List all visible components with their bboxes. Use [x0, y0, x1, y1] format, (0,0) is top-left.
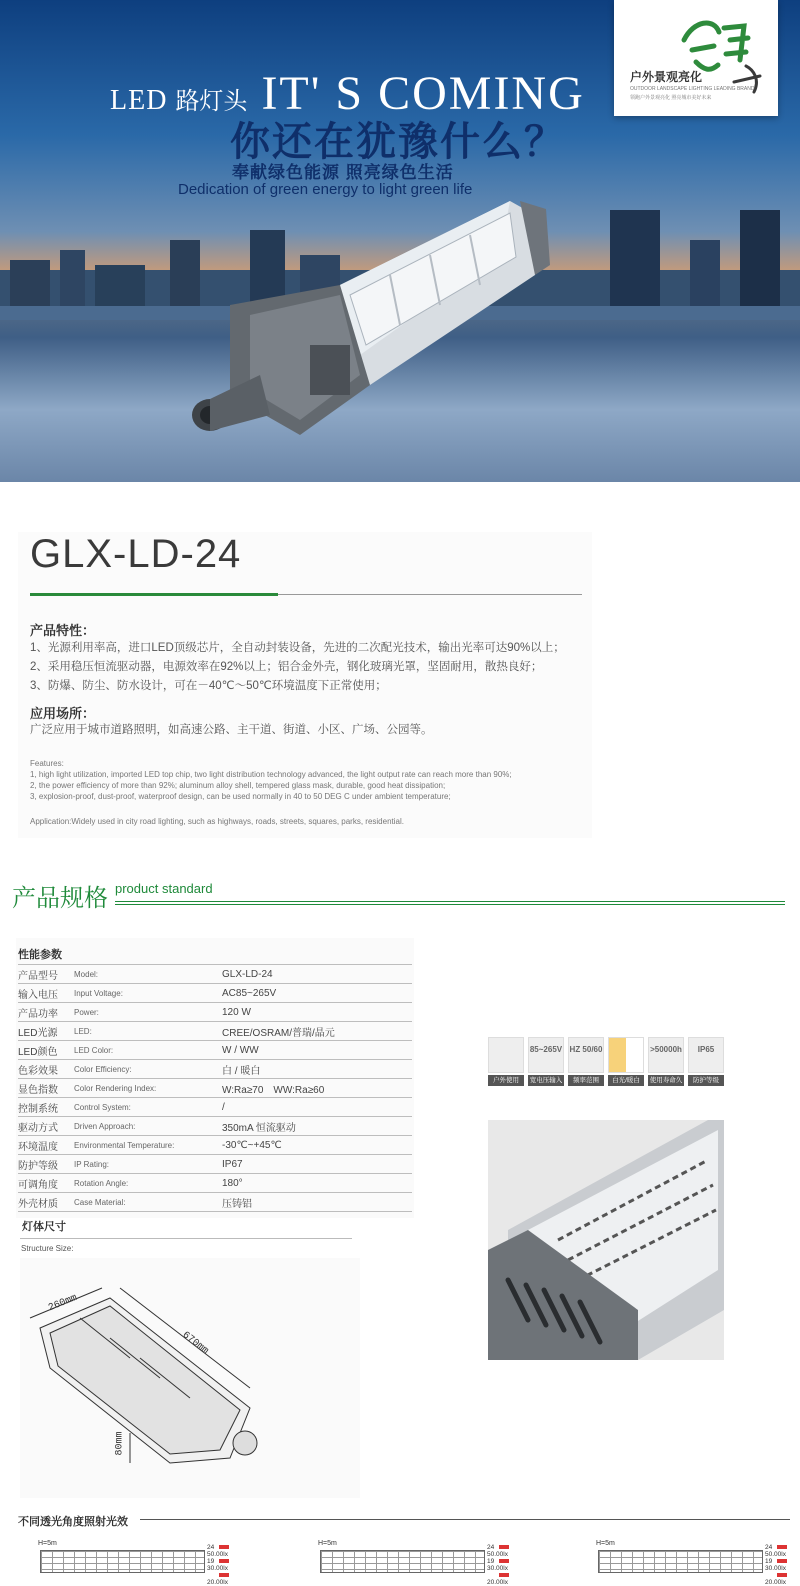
photometric-divider [140, 1519, 790, 1520]
spec-value: -30℃~+45℃ [222, 1139, 282, 1151]
spec-value: CREE/OSRAM/普瑞/晶元 [222, 1027, 335, 1039]
frequency-icon [568, 1037, 604, 1089]
spec-row [18, 1136, 412, 1155]
spec-row [18, 1117, 412, 1136]
spec-label-en: Power: [74, 1007, 99, 1017]
spec-row [18, 984, 412, 1003]
spec-row [18, 1003, 412, 1022]
outdoor-icon-box [488, 1037, 524, 1073]
spec-label-en: Color Rendering Index: [74, 1083, 157, 1093]
voltage-icon-text: 85~265V [529, 1045, 563, 1054]
banner-title-cn: 路灯头 [175, 88, 248, 115]
ip-rating-icon-text: IP65 [697, 1045, 715, 1054]
dimension-height: 80mm [114, 1431, 126, 1456]
spec-row [18, 1174, 412, 1193]
legend-lux: 50.00lx [207, 1551, 228, 1558]
spec-row [18, 1079, 412, 1098]
features-heading: 产品特性： [30, 623, 96, 638]
spec-label-cn: 控制系统 [18, 1103, 58, 1115]
spec-label-cn: 色彩效果 [18, 1065, 58, 1077]
chart-legend-row [487, 1544, 518, 1558]
spec-value: IP67 [222, 1158, 243, 1170]
chart-legend-row [765, 1544, 796, 1558]
chart-grid [40, 1550, 205, 1573]
spec-label-en: Rotation Angle: [74, 1178, 129, 1188]
frequency-icon-label: 频率范围 [568, 1075, 604, 1086]
spec-label-en: Control System: [74, 1102, 131, 1112]
color-temp-icon-label: 白光/暖白 [608, 1075, 644, 1086]
spec-label-cn: 可调角度 [18, 1179, 58, 1191]
spec-label-cn: LED光源 [18, 1027, 58, 1039]
feature-en-line-1: 1, high light utilization, imported LED top chip, two light distribution technology advanced, the light output rate can reach more than 90%; [30, 770, 512, 779]
feature-line-1: 1、光源利用率高，进口LED顶级芯片，全自动封装设备，先进的二次配光技术，输出光率可达90%以上； [30, 642, 565, 654]
spec-label-en: Model: [74, 969, 99, 979]
legend-lux: 20.00lx [207, 1579, 228, 1586]
feature-en-line-3: 3, explosion-proof, dust-proof, waterproof design, can be used normally in 40 to 50 DEG C under ambient temperature; [30, 792, 451, 801]
feature-line-3: 3、防爆、防尘、防水设计，可在－40℃～50℃环境温度下正常使用； [30, 680, 387, 692]
application-text: 广泛应用于城市道路照明，如高速公路、主干道、街道、小区、广场、公园等。 [30, 724, 433, 736]
spec-row [18, 1060, 412, 1079]
spec-label-en: IP Rating: [74, 1159, 109, 1169]
structure-drawing [20, 1258, 360, 1498]
chart-legend-row [207, 1572, 238, 1586]
spec-value: W:Ra≥70 WW:Ra≥60 [222, 1084, 325, 1096]
spec-value: / [222, 1101, 225, 1113]
lamp-closeup-graphic [488, 1120, 724, 1360]
legend-number: 24 [487, 1544, 495, 1551]
spec-label-cn: 输入电压 [18, 989, 58, 1001]
features-en-heading: Features: [30, 759, 64, 768]
legend-lux: 20.00lx [765, 1579, 786, 1586]
legend-swatch [499, 1545, 509, 1549]
legend-swatch [219, 1559, 229, 1563]
structure-heading: 灯体尺寸 [22, 1221, 66, 1233]
application-en-text: Application:Widely used in city road lighting, such as highways, roads, streets, squares, parks, residential. [30, 817, 404, 826]
banner-slogan-cn: 奉献绿色能源 照亮绿色生活 [232, 163, 454, 182]
spec-label-cn: 环境温度 [18, 1141, 58, 1153]
photometric-chart [318, 1540, 518, 1586]
outdoor-icon [488, 1037, 524, 1089]
spec-table [18, 964, 412, 1212]
logo-brand-text: 户外景观亮化 [630, 70, 703, 84]
chart-legend-row [207, 1544, 238, 1558]
spec-label-en: Input Voltage: [74, 988, 123, 998]
spec-label-en: Color Efficiency: [74, 1064, 132, 1074]
lamp-closeup-photo [488, 1120, 724, 1360]
lifespan-icon [648, 1037, 684, 1089]
feature-line-2: 2、采用稳压恒流驱动器，电源效率在92%以上；铝合金外壳，钢化玻璃光罩，坚固耐用，散热良好； [30, 661, 543, 673]
spec-row [18, 1193, 412, 1212]
brand-logo[interactable] [614, 0, 778, 116]
logo-brand-slogan: 领跑户外景观亮化 照亮城市美好未来 [630, 95, 712, 101]
structure-divider [20, 1238, 352, 1239]
photometric-heading: 不同透光角度照射光效 [18, 1516, 128, 1528]
spec-label-cn: 外壳材质 [18, 1198, 58, 1210]
spec-label-en: Case Material: [74, 1197, 126, 1207]
product-info-panel [18, 532, 592, 838]
chart-legend-row [207, 1558, 238, 1572]
banner-led-text: LED [110, 85, 168, 116]
legend-number: 19 [207, 1558, 215, 1565]
spec-label-cn: 显色指数 [18, 1084, 58, 1096]
color-temp-icon-box [608, 1037, 644, 1073]
chart-legend [487, 1544, 518, 1586]
ip-rating-icon-label: 防护等级 [688, 1075, 724, 1086]
spec-value: 180° [222, 1177, 243, 1189]
chart-legend-row [487, 1558, 518, 1572]
spec-label-en: LED Color: [74, 1045, 114, 1055]
standard-title-en: product standard [115, 881, 213, 896]
legend-number: 19 [487, 1558, 495, 1565]
legend-swatch [499, 1559, 509, 1563]
color-temp-icon [608, 1037, 644, 1089]
product-model-title: GLX-LD-24 [30, 532, 242, 576]
photometric-chart [38, 1540, 238, 1586]
standard-rule-bottom [115, 904, 785, 905]
standard-title-cn: 产品规格 [12, 885, 108, 912]
chart-grid [598, 1550, 763, 1573]
title-accent-bar [30, 593, 278, 596]
legend-lux: 30.00lx [487, 1565, 508, 1572]
spec-label-en: Driven Approach: [74, 1121, 136, 1131]
logo-brand-subtitle: OUTDOOR LANDSCAPE LIGHTING LEADING BRAND [630, 86, 755, 92]
spec-row [18, 1155, 412, 1174]
frequency-icon-box [568, 1037, 604, 1073]
spec-label-en: LED: [74, 1026, 92, 1036]
legend-swatch [777, 1573, 787, 1577]
lifespan-icon-text: >50000h [650, 1045, 682, 1054]
street-lamp-product-image [190, 195, 570, 445]
spec-label-cn: 驱动方式 [18, 1122, 58, 1134]
legend-lux: 20.00lx [487, 1579, 508, 1586]
legend-number: 24 [207, 1544, 215, 1551]
chart-height-label: H=5m [318, 1540, 337, 1547]
chart-legend [765, 1544, 796, 1586]
legend-swatch [219, 1545, 229, 1549]
voltage-icon-box [528, 1037, 564, 1073]
chart-legend [207, 1544, 238, 1586]
legend-lux: 50.00lx [765, 1551, 786, 1558]
spec-panel [16, 938, 414, 1218]
dimension-width: 260mm [47, 1292, 79, 1315]
spec-label-cn: 防护等级 [18, 1160, 58, 1172]
spec-label-cn: 产品功率 [18, 1008, 58, 1020]
legend-lux: 50.00lx [487, 1551, 508, 1558]
title-divider [278, 594, 582, 595]
spec-value: 120 W [222, 1006, 251, 1018]
legend-swatch [777, 1559, 787, 1563]
ip-rating-icon [688, 1037, 724, 1089]
chart-grid [320, 1550, 485, 1573]
legend-swatch [499, 1573, 509, 1577]
spec-heading: 性能参数 [18, 949, 62, 961]
spec-value: GLX-LD-24 [222, 968, 273, 980]
legend-lux: 30.00lx [207, 1565, 228, 1572]
structure-subheading: Structure Size: [21, 1244, 74, 1253]
chart-height-label: H=5m [38, 1540, 57, 1547]
outdoor-icon-label: 户外使用 [488, 1075, 524, 1086]
chart-legend-row [765, 1572, 796, 1586]
spec-row [18, 1022, 412, 1041]
photometric-chart [596, 1540, 796, 1586]
spec-row [18, 1041, 412, 1060]
spec-value: AC85~265V [222, 987, 277, 999]
legend-swatch [219, 1573, 229, 1577]
legend-swatch [777, 1545, 787, 1549]
ip-rating-icon-box [688, 1037, 724, 1073]
voltage-icon-label: 宽电压输入 [529, 1077, 563, 1084]
application-heading: 应用场所： [30, 706, 96, 721]
spec-value: 白 / 暖白 [222, 1065, 261, 1077]
chart-height-label: H=5m [596, 1540, 615, 1547]
lifespan-icon-box [648, 1037, 684, 1073]
hero-banner [0, 0, 800, 482]
dimension-length: 670mm [179, 1329, 211, 1358]
feature-icons-row [488, 1037, 728, 1089]
frequency-icon-text: HZ 50/60 [569, 1045, 603, 1054]
legend-number: 19 [765, 1558, 773, 1565]
spec-label-cn: LED颜色 [18, 1046, 58, 1058]
chart-legend-row [487, 1572, 518, 1586]
voltage-icon [528, 1037, 564, 1089]
spec-label-en: Environmental Temperature: [74, 1140, 175, 1150]
spec-label-cn: 产品型号 [18, 970, 58, 982]
lifespan-icon-label: 使用寿命久 [649, 1077, 683, 1084]
legend-lux: 30.00lx [765, 1565, 786, 1572]
legend-number: 24 [765, 1544, 773, 1551]
banner-question: 你还在犹豫什么？ [230, 120, 566, 164]
spec-value: 350mA 恒流驱动 [222, 1122, 296, 1134]
feature-en-line-2: 2, the power efficiency of more than 92%; aluminum alloy shell, tempered glass mask, durable, good heat dissipation; [30, 781, 446, 790]
banner-its-coming: IT' S COMING [261, 67, 585, 120]
spec-row [18, 1098, 412, 1117]
chart-legend-row [765, 1558, 796, 1572]
spec-value: 压铸铝 [222, 1198, 252, 1210]
standard-rule-top [115, 901, 785, 902]
spec-value: W / WW [222, 1044, 259, 1056]
banner-slogan-en: Dedication of green energy to light green life [178, 181, 473, 198]
spec-row [18, 965, 412, 984]
